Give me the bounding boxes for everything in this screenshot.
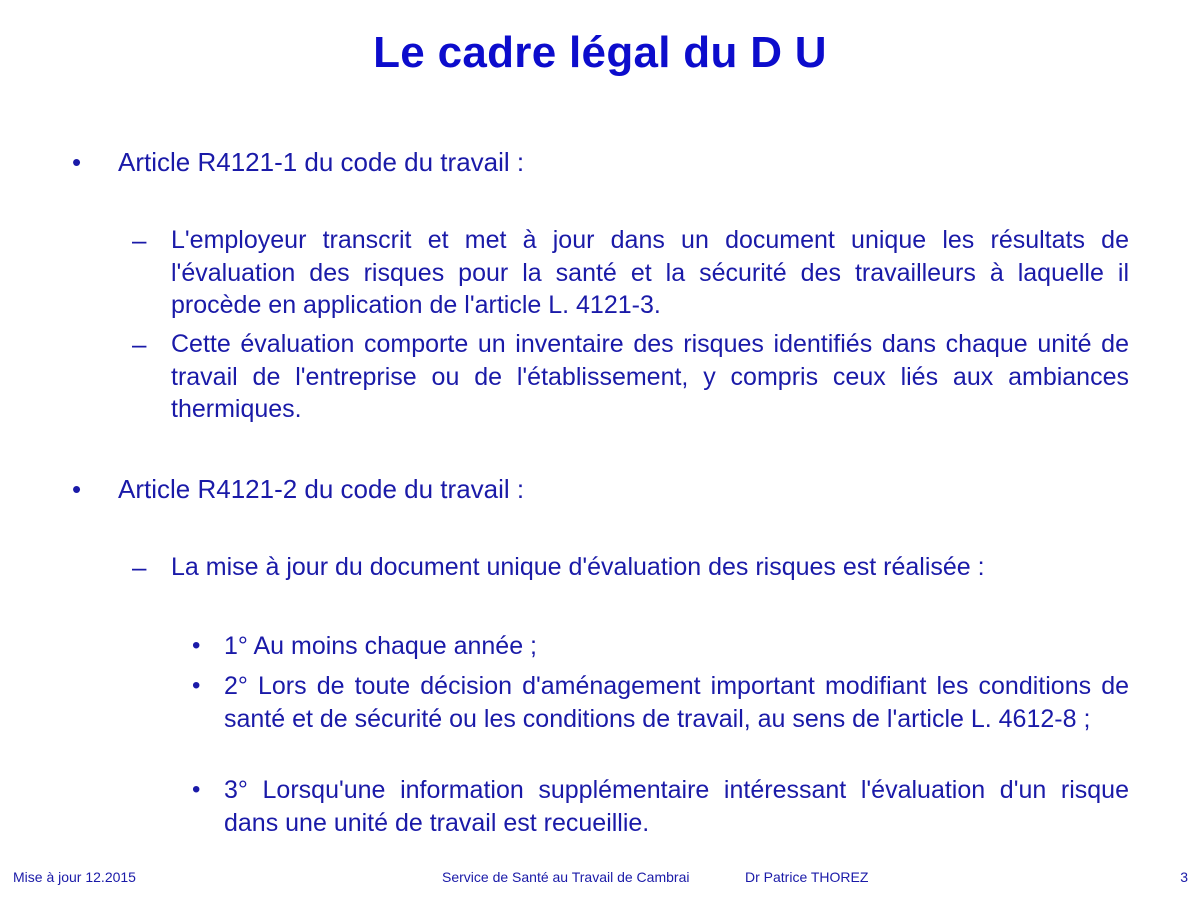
- sub-bullet-item: 3° Lorsqu'une information supplémentaire intéressant l'évaluation d'un risque dans une unité de travail est recueillie.: [224, 776, 1129, 837]
- page-title: Le cadre légal du D U: [373, 28, 827, 77]
- article-paragraph: Cette évaluation comporte un inventaire des risques identifiés dans chaque unité de travail de l'entreprise ou de l'établissement, y compris ceux liés aux ambiances thermiques.: [171, 330, 1129, 423]
- sub-bullet-item: 1° Au moins chaque année ;: [224, 632, 538, 660]
- dash-marker: –: [132, 552, 147, 582]
- sub-bullet-item: 2° Lors de toute décision d'aménagement important modifiant les conditions de santé et de sécurité ou les conditions de travail, au sens de l'article L. 4612-8 ;: [224, 672, 1129, 733]
- footer-date: Mise à jour 12.2015: [13, 869, 136, 885]
- bullet-marker: •: [72, 147, 82, 177]
- article-paragraph: La mise à jour du document unique d'évaluation des risques est réalisée :: [171, 553, 985, 581]
- sub-bullet-marker: •: [192, 672, 201, 699]
- article-paragraph: L'employeur transcrit et met à jour dans un document unique les résultats de l'évaluation des risques pour la santé et la sécurité des travailleurs à laquelle il procède en application de l'article L. 4121-3.: [171, 226, 1129, 319]
- bullet-marker: •: [72, 474, 82, 504]
- footer-service: Service de Santé au Travail de Cambrai: [442, 869, 690, 885]
- dash-marker: –: [132, 329, 147, 359]
- dash-marker: –: [132, 225, 147, 255]
- sub-bullet-marker: •: [192, 632, 201, 659]
- article-heading: Article R4121-1 du code du travail :: [118, 147, 525, 177]
- sub-bullet-marker: •: [192, 776, 201, 803]
- footer-author: Dr Patrice THOREZ: [745, 869, 869, 885]
- article-heading: Article R4121-2 du code du travail :: [118, 474, 525, 504]
- page-number: 3: [1180, 869, 1188, 885]
